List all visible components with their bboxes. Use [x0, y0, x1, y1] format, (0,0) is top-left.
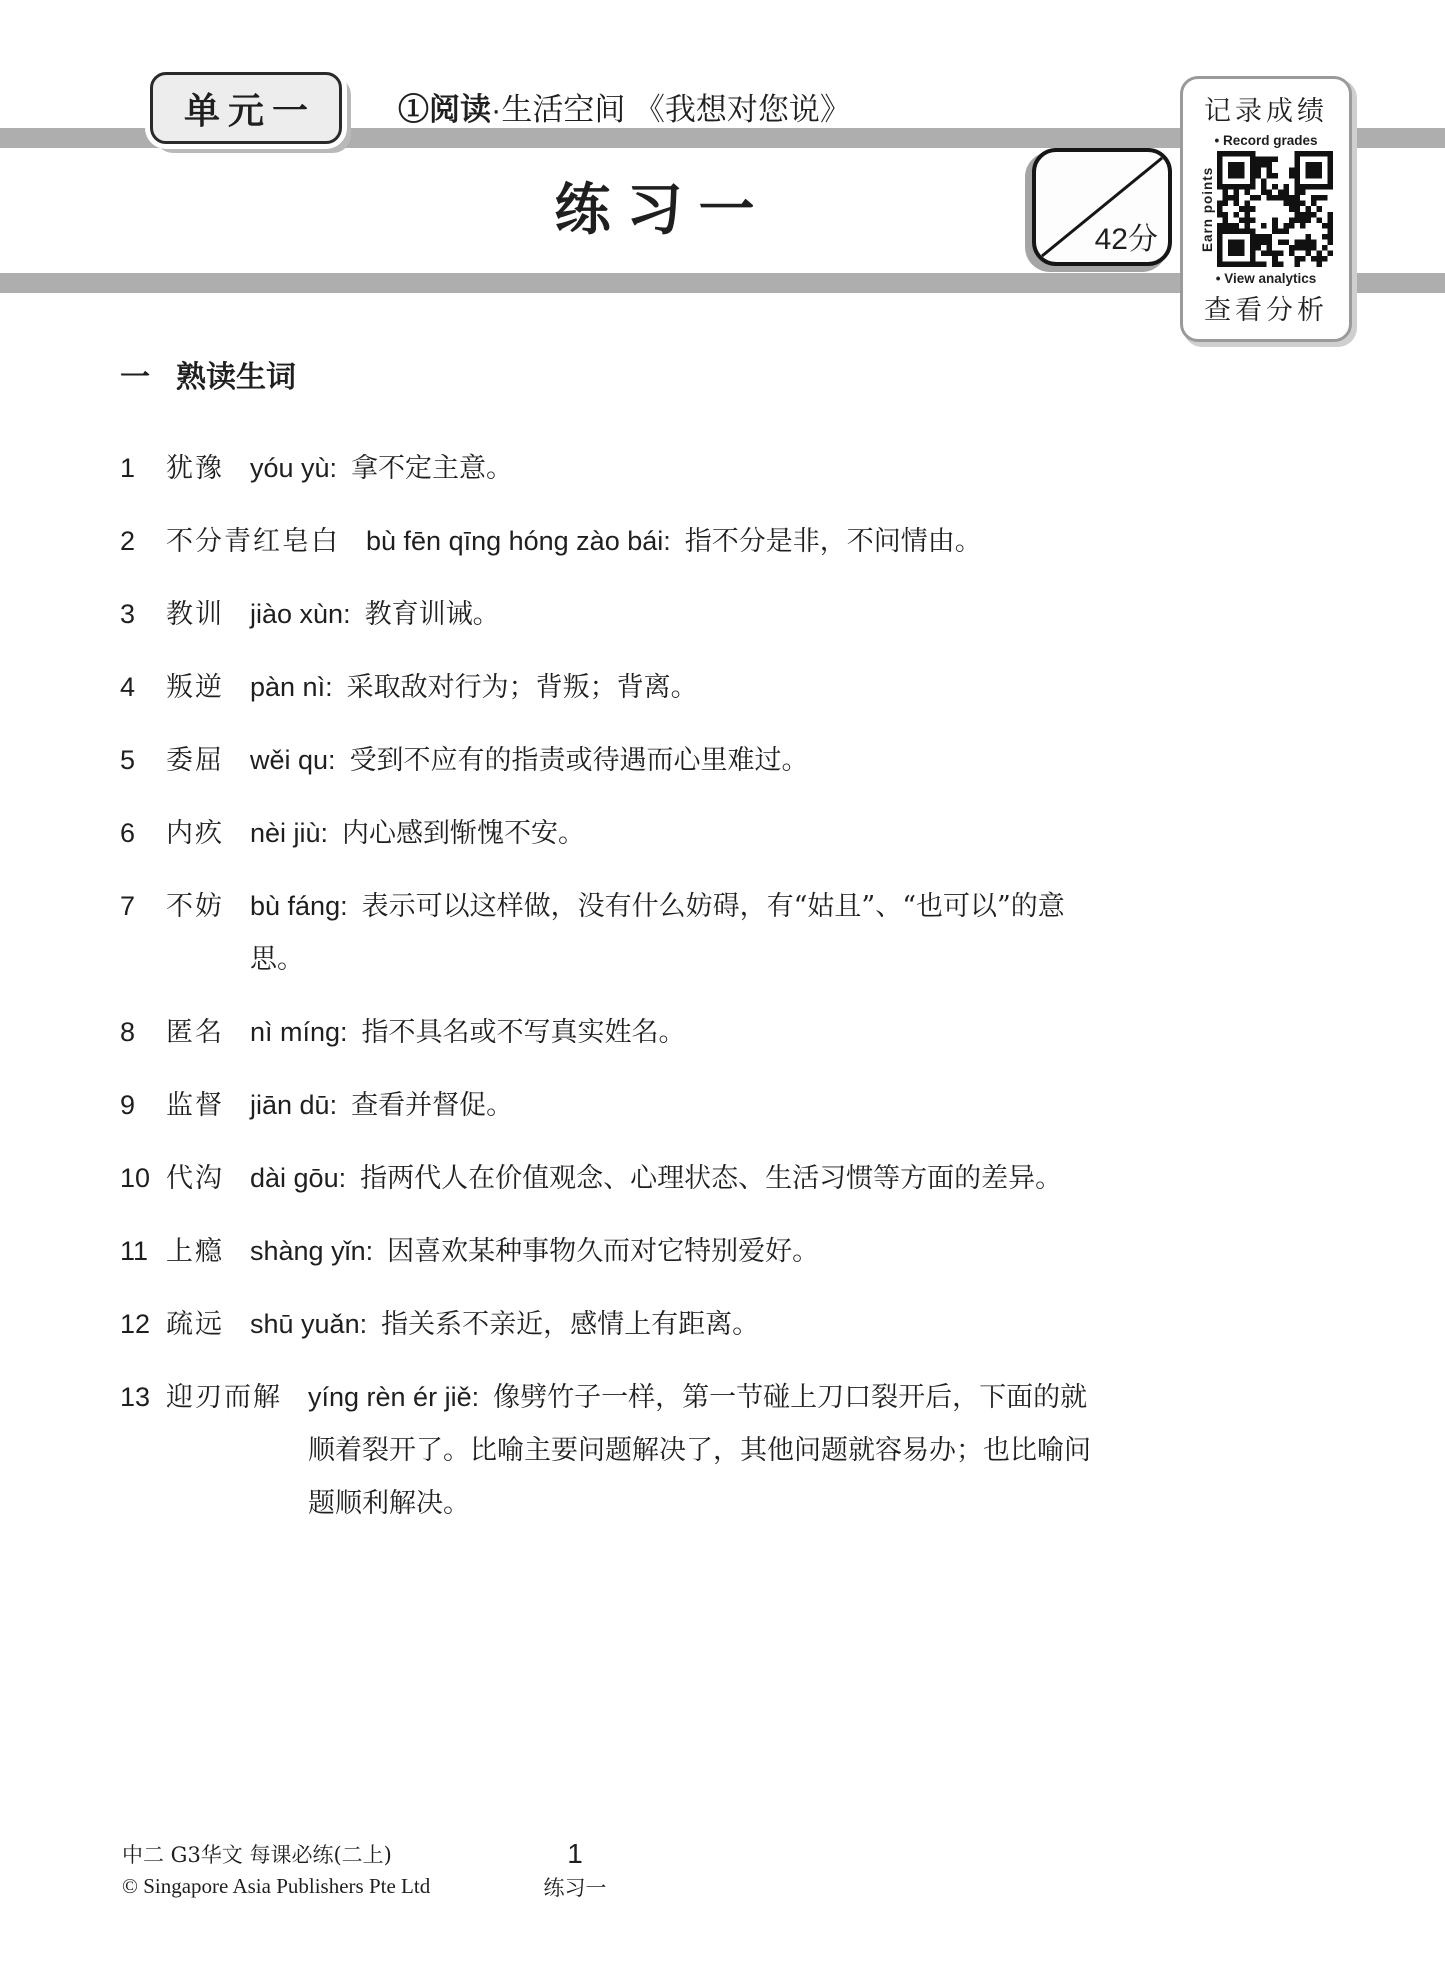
qr-middle-row — [1200, 150, 1333, 268]
vocab-pinyin: shū yuǎn: — [250, 1309, 368, 1339]
lesson-number-type: ①阅读 — [398, 92, 491, 127]
vocab-entry — [250, 661, 1110, 714]
vocab-term: 上瘾 — [166, 1236, 224, 1266]
vocab-definition: 拿不定主意。 — [351, 453, 514, 484]
vocab-term: 匿名 — [166, 1017, 224, 1047]
vocab-item — [120, 807, 1110, 860]
vocab-term: 内疚 — [166, 818, 224, 848]
vocab-definition: 指两代人在价值观念、心理状态、生活习惯等方面的差异。 — [360, 1163, 1063, 1194]
vocab-definition: 指不具名或不写真实姓名。 — [361, 1017, 686, 1048]
vocab-number: 11 — [120, 1236, 149, 1266]
vocab-term: 疏远 — [166, 1309, 224, 1339]
vocab-pinyin: jiān dū: — [250, 1090, 338, 1120]
vocab-number: 7 — [120, 891, 136, 921]
vocab-number: 12 — [120, 1309, 151, 1339]
vocab-entry — [366, 515, 1110, 568]
section-title: 熟读生词 — [176, 361, 296, 394]
vocab-definition: 因喜欢某种事物久而对它特别爱好。 — [387, 1236, 820, 1267]
vocab-section — [120, 352, 1110, 1550]
vocab-number: 2 — [120, 526, 136, 556]
vocab-definition: 教育训诫。 — [364, 599, 500, 630]
vocab-entry — [250, 442, 1110, 495]
vocab-entry — [250, 588, 1110, 641]
vocab-definition: 指不分是非，不问情由。 — [684, 526, 982, 557]
vocab-pinyin: dài gōu: — [250, 1163, 347, 1193]
vocab-pinyin: nì míng: — [250, 1017, 348, 1047]
page-title: 练习一 — [554, 178, 771, 241]
vocab-definition: 内心感到惭愧不安。 — [342, 818, 586, 849]
vocab-entry — [250, 1152, 1110, 1205]
page-exercise-label: 练习一 — [543, 1876, 607, 1900]
vocab-item — [120, 1079, 1110, 1132]
score-box — [1032, 148, 1172, 266]
qr-code — [1217, 151, 1333, 267]
footer-page-block — [0, 1838, 1150, 1902]
vocab-item — [120, 880, 1110, 986]
qr-panel-footer: 查看分析 — [1204, 295, 1328, 325]
vocab-number: 3 — [120, 599, 136, 629]
vocab-definition: 采取敌对行为；背叛；背离。 — [346, 672, 698, 703]
vocab-item — [120, 1006, 1110, 1059]
section-header — [120, 352, 1110, 396]
vocab-term: 犹豫 — [166, 453, 224, 483]
vocab-term: 迎刃而解 — [166, 1382, 282, 1412]
vocab-pinyin: bù fáng: — [250, 891, 348, 921]
view-analytics-label: • View analytics — [1215, 271, 1317, 286]
footer-book-info: 中二 G3华文 每课必练(二上) — [122, 1843, 392, 1867]
lesson-title: 《我想对您说》 — [633, 92, 851, 128]
vocab-term: 代沟 — [166, 1163, 224, 1193]
vocab-entry — [250, 1225, 1110, 1278]
vocab-number: 6 — [120, 818, 136, 848]
vocab-pinyin: bù fēn qīng hóng zào bái: — [366, 526, 671, 556]
vocab-item — [120, 515, 1110, 568]
vocab-definition: 像劈竹子一样，第一节碰上刀口裂开后，下面的就顺着裂开了。比喻主要问题解决了，其他问题就容易办；也比喻问题顺利解决。 — [308, 1382, 1091, 1519]
vocab-entry — [308, 1371, 1110, 1530]
vocab-entry — [250, 1006, 1110, 1059]
vocab-term: 教训 — [166, 599, 224, 629]
vocab-item — [120, 1298, 1110, 1351]
vocab-pinyin: nèi jiù: — [250, 818, 329, 848]
vocab-number: 10 — [120, 1163, 151, 1193]
vocab-pinyin: yíng rèn ér jiě: — [308, 1382, 480, 1412]
vocab-definition: 受到不应有的指责或待遇而心里难过。 — [349, 745, 809, 776]
vocab-entry — [250, 880, 1110, 986]
vocab-number: 4 — [120, 672, 136, 702]
record-grades-label: • Record grades — [1214, 133, 1318, 148]
vocab-item — [120, 1152, 1110, 1205]
score-total: 42分 — [1094, 223, 1158, 256]
vocab-pinyin: pàn nì: — [250, 672, 333, 702]
vocab-number: 13 — [120, 1382, 151, 1412]
vocab-item — [120, 734, 1110, 787]
vocab-number: 8 — [120, 1017, 136, 1047]
vocab-pinyin: shàng yǐn: — [250, 1236, 374, 1266]
vocab-definition: 表示可以这样做，没有什么妨碍，有“姑且”、“也可以”的意思。 — [250, 891, 1065, 975]
vocab-pinyin: yóu yù: — [250, 453, 338, 483]
vocab-pinyin: jiào xùn: — [250, 599, 351, 629]
vocab-term: 委屈 — [166, 745, 224, 775]
vocab-term: 叛逆 — [166, 672, 224, 702]
qr-panel-title: 记录成绩 — [1204, 96, 1328, 126]
vocab-entry — [250, 807, 1110, 860]
vocab-number: 5 — [120, 745, 136, 775]
section-number: 一 — [120, 361, 150, 394]
vocab-definition: 指关系不亲近，感情上有距离。 — [381, 1309, 760, 1340]
unit-badge: 单元一 — [150, 72, 342, 144]
vocab-item — [120, 661, 1110, 714]
vocab-entry — [250, 1298, 1110, 1351]
vocab-number: 1 — [120, 453, 136, 483]
qr-panel — [1180, 76, 1352, 342]
vocab-term: 不妨 — [166, 891, 224, 921]
vocab-term: 不分青红皂白 — [166, 526, 340, 556]
vocab-item — [120, 588, 1110, 641]
lesson-header — [398, 84, 851, 129]
vocab-number: 9 — [120, 1090, 136, 1120]
vocab-entry — [250, 734, 1110, 787]
vocab-item — [120, 442, 1110, 495]
lesson-topic: ·生活空间 — [491, 92, 634, 127]
vocab-entry — [250, 1079, 1110, 1132]
vocab-term: 监督 — [166, 1090, 224, 1120]
footer-copyright: © Singapore Asia Publishers Pte Ltd — [122, 1874, 431, 1898]
earn-points-label: Earn points — [1199, 166, 1215, 252]
vocab-pinyin: wěi qu: — [250, 745, 336, 775]
vocab-item — [120, 1371, 1110, 1530]
vocab-item — [120, 1225, 1110, 1278]
vocab-definition: 查看并督促。 — [351, 1090, 514, 1121]
page-number: 1 — [567, 1838, 583, 1869]
